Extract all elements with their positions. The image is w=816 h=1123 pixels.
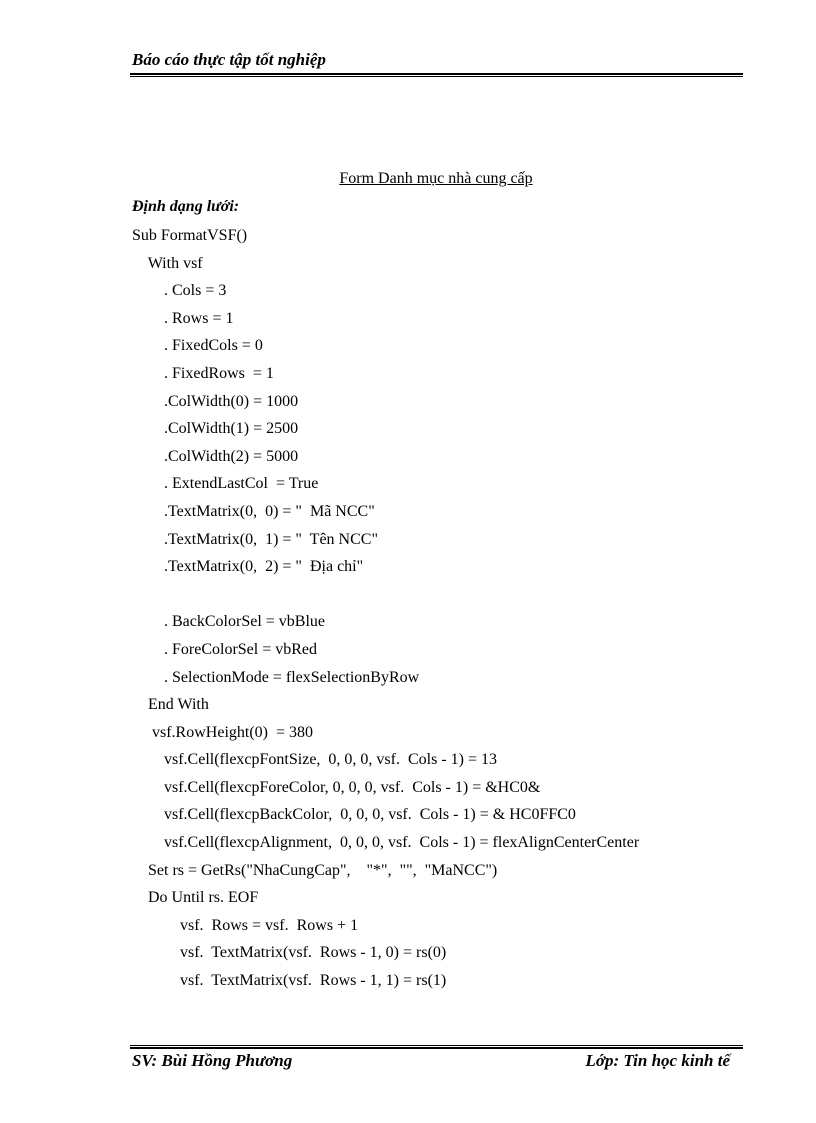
header-divider xyxy=(130,73,743,77)
code-line: .TextMatrix(0, 0) = " Mã NCC" xyxy=(132,502,375,520)
code-line: vsf.Cell(flexcpBackColor, 0, 0, 0, vsf. Cols - 1) = & HC0FFC0 xyxy=(132,806,576,824)
footer-divider xyxy=(130,1045,743,1049)
code-block xyxy=(132,222,639,995)
code-line: Sub FormatVSF() xyxy=(132,227,248,244)
code-line: .TextMatrix(0, 1) = " Tên NCC" xyxy=(132,530,378,548)
code-line: vsf. TextMatrix(vsf. Rows - 1, 0) = rs(0) xyxy=(132,944,447,962)
code-line: . SelectionMode = flexSelectionByRow xyxy=(132,668,420,686)
code-line: vsf. TextMatrix(vsf. Rows - 1, 1) = rs(1) xyxy=(132,972,447,990)
code-line: vsf.RowHeight(0) = 380 xyxy=(132,723,314,741)
code-line: With vsf xyxy=(132,254,203,272)
code-line: End With xyxy=(132,696,209,714)
footer-student: SV: Bùi Hồng Phương xyxy=(132,1051,293,1070)
code-line: .ColWidth(0) = 1000 xyxy=(132,392,299,410)
code-line: . FixedCols = 0 xyxy=(132,337,263,355)
code-line: .TextMatrix(0, 2) = " Địa chỉ" xyxy=(132,558,364,576)
code-line: vsf. Rows = vsf. Rows + 1 xyxy=(132,916,359,934)
document-title: Form Danh mục nhà cung cấp xyxy=(339,170,533,187)
code-line: .ColWidth(2) = 5000 xyxy=(132,447,299,465)
code-line xyxy=(132,581,639,609)
code-line: Do Until rs. EOF xyxy=(132,889,259,907)
code-line: .ColWidth(1) = 2500 xyxy=(132,420,299,438)
footer-class: Lớp: Tin học kinh tế xyxy=(585,1051,730,1070)
code-line: . ForeColorSel = vbRed xyxy=(132,640,318,658)
header-title: Báo cáo thực tập tốt nghiệp xyxy=(132,50,326,69)
code-line: vsf.Cell(flexcpFontSize, 0, 0, 0, vsf. Cols - 1) = 13 xyxy=(132,751,497,769)
code-line: . Rows = 1 xyxy=(132,309,234,327)
code-line: Set rs = GetRs("NhaCungCap", "*", "", "MaNCC") xyxy=(132,861,498,879)
section-heading: Định dạng lưới: xyxy=(132,198,240,215)
code-line: vsf.Cell(flexcpForeColor, 0, 0, 0, vsf. Cols - 1) = &HC0& xyxy=(132,778,541,796)
code-line: . ExtendLastCol = True xyxy=(132,475,319,493)
code-line: vsf.Cell(flexcpAlignment, 0, 0, 0, vsf. Cols - 1) = flexAlignCenterCenter xyxy=(132,834,640,852)
code-line: . BackColorSel = vbBlue xyxy=(132,613,326,631)
code-line: . Cols = 3 xyxy=(132,282,227,300)
code-line: . FixedRows = 1 xyxy=(132,364,274,382)
